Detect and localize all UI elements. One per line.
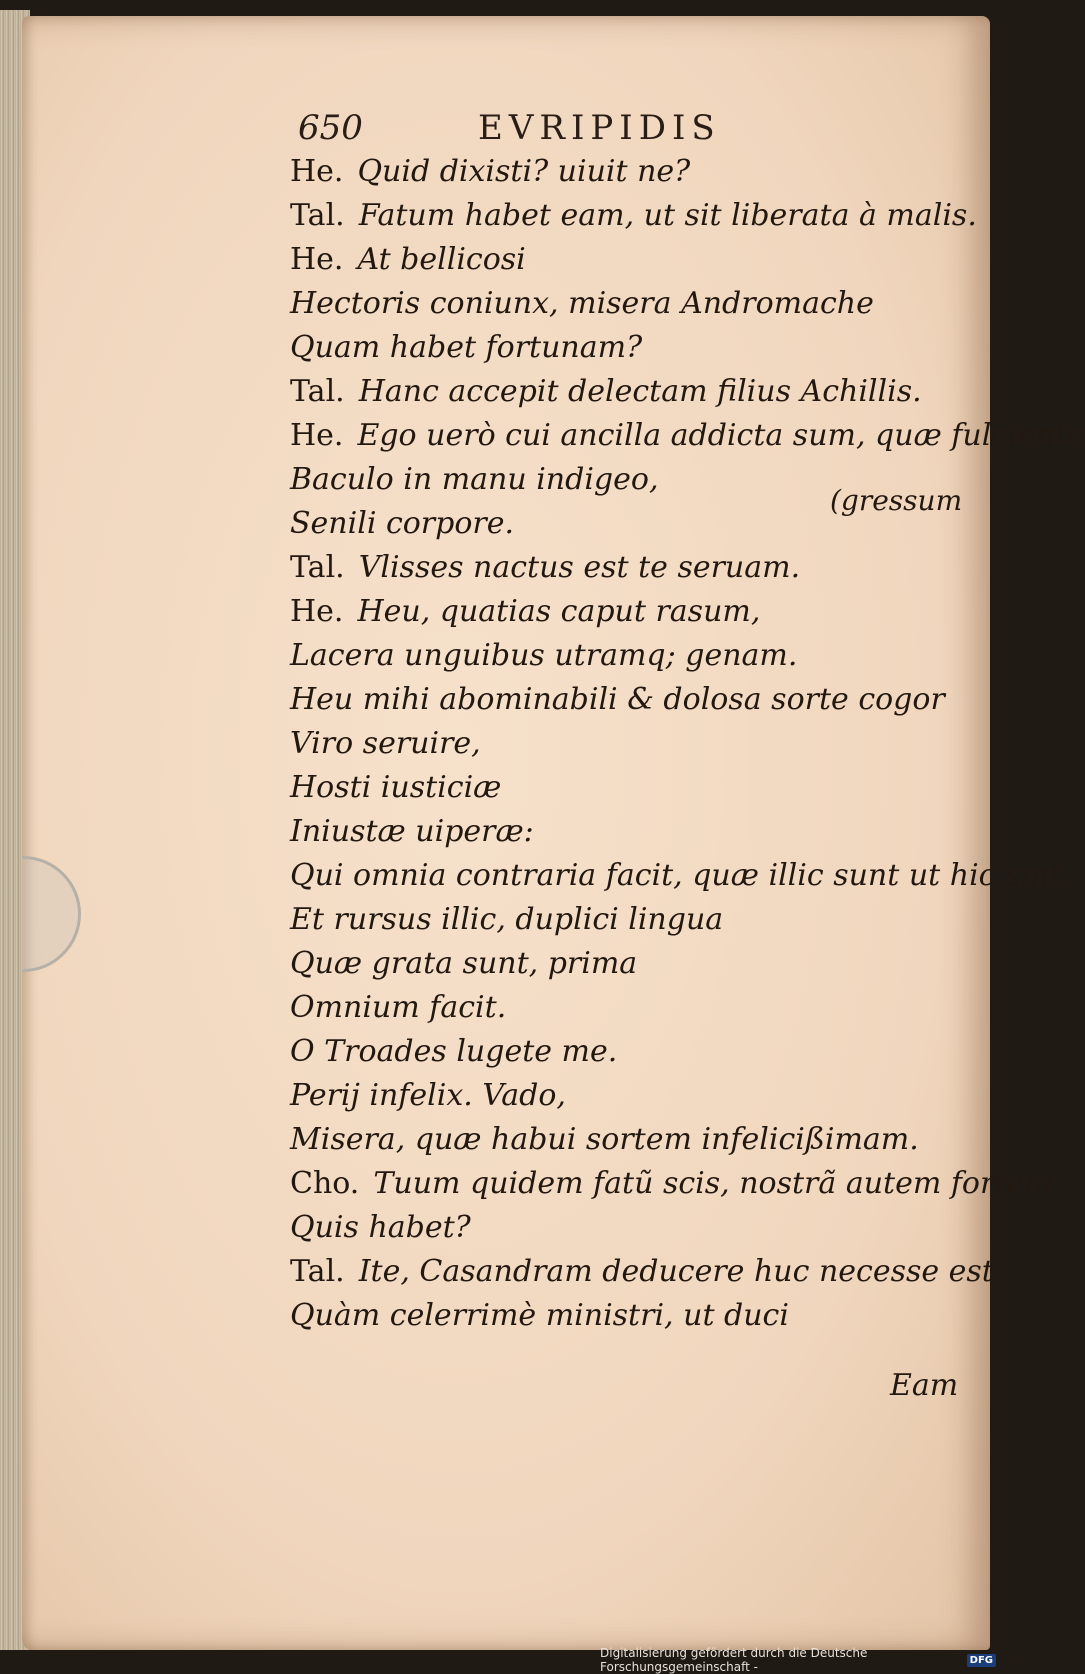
text-line [290,1294,950,1338]
text-block [290,150,1085,1338]
text-line [290,1118,950,1162]
line-text: Hosti iusticiæ [290,770,502,805]
line-text: Misera, quæ habui sortem infelicißimam. [290,1122,919,1157]
speaker-label: He. [290,154,344,189]
text-line [290,766,950,810]
line-text: Heu mihi abominabili & dolosa sorte cogor [290,682,945,717]
speaker-label: Tal. [290,198,345,233]
line-text: Hanc accepit delectam filius Achillis. [358,374,922,409]
line-text: Et rursus illic, duplici lingua [290,902,724,937]
line-text: At bellicosi [357,242,526,277]
text-line [290,986,950,1030]
line-text: Quam habet fortunam? [290,330,643,365]
line-text: O Troades lugete me. [290,1034,618,1069]
text-line [290,678,950,722]
line-text: Quàm celerrimè ministri, ut duci [290,1298,789,1333]
line-text: Viro seruire, [290,726,481,761]
dfg-logo: DFG [967,1654,996,1667]
page-number: 650 [298,108,363,148]
catchword: Eam [890,1368,959,1403]
line-text: Quid dixisti? uiuit ne? [357,154,691,189]
text-line [290,1074,950,1118]
text-line [290,590,950,634]
line-text: Hectoris coniunx, misera Andromache [290,286,874,321]
speaker-label: Tal. [290,374,345,409]
page-clip [22,856,81,972]
text-line [290,1250,994,1294]
digitization-credit [600,1646,996,1674]
line-text: Tuum quidem fatũ scis, nostrã autem fortem [373,1166,1053,1201]
line-text: Omnium facit. [290,990,507,1025]
page-header [298,108,798,152]
text-line [290,1206,950,1250]
line-text: Quæ grata sunt, prima [290,946,638,981]
line-text: Heu, quatias caput rasum, [357,594,761,629]
line-text: Fatum habet eam, ut sit liberata à malis. [358,198,977,233]
text-line [290,942,950,986]
text-line [290,282,950,326]
line-text: Iniustæ uiperæ: [290,814,534,849]
line-text: Vlisses nactus est te seruam. [358,550,801,585]
line-text: Ite, Casandram deducere huc necesse est [358,1254,994,1289]
text-line [290,634,950,678]
text-line [290,238,950,282]
speaker-label: He. [290,418,344,453]
text-line [290,414,1085,458]
text-line [290,722,950,766]
text-line [290,150,950,194]
running-title: EVRIPIDIS [478,108,721,148]
text-line [290,546,950,590]
turnover-word: (gressum [830,484,963,517]
line-text: Qui omnia contraria facit, quæ illic sunt ut hic sint, [290,858,1071,893]
credit-text: Digitalisierung gefördert durch die Deutsche Forschungsgemeinschaft - [600,1646,868,1674]
text-line [290,1030,950,1074]
line-text: Lacera unguibus utramq; genam. [290,638,798,673]
text-line [290,810,950,854]
text-line [290,370,950,414]
speaker-label: Tal. [290,550,345,585]
speaker-label: He. [290,594,344,629]
line-text: Senili corpore. [290,506,515,541]
line-text: Baculo in manu indigeo, [290,462,659,497]
line-text: Ego uerò cui ancilla addicta sum, quæ fulciente [357,418,1085,453]
text-line [290,194,977,238]
speaker-label: Tal. [290,1254,345,1289]
text-line [290,898,950,942]
text-line [290,854,1071,898]
text-line [290,326,950,370]
line-text: Quis habet? [290,1210,471,1245]
speaker-label: Cho. [290,1166,360,1201]
line-text: Perij infelix. Vado, [290,1078,566,1113]
text-line [290,1162,1053,1206]
speaker-label: He. [290,242,344,277]
